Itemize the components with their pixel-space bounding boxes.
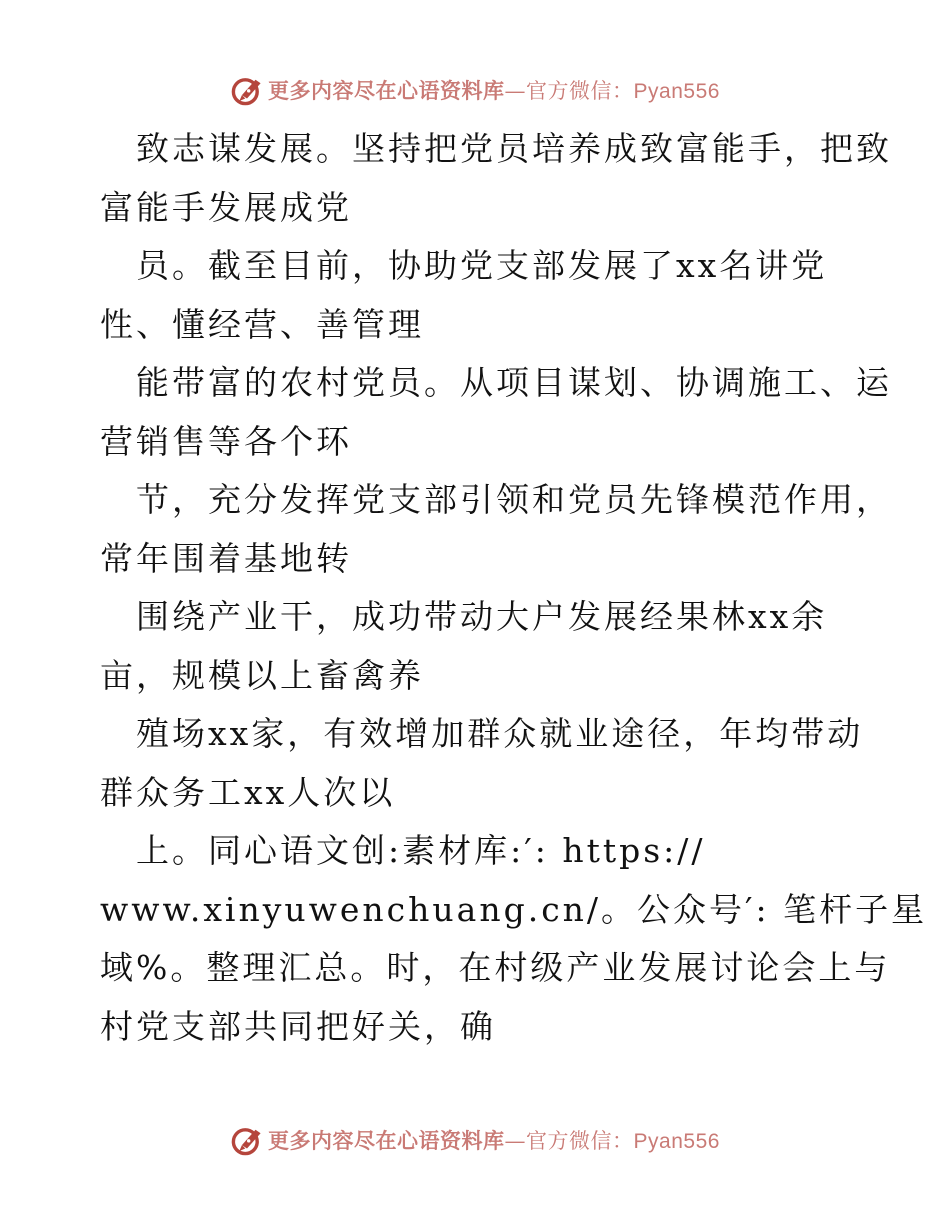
body-line-14: www.xinyuwenchuang.cn/。公众号′: 笔杆子星 <box>100 889 928 929</box>
banner-wechat-id: Pyan556 <box>633 80 720 103</box>
body-line-4: 性、懂经营、善管理 <box>100 304 424 344</box>
pen-nib-logo-icon <box>230 73 264 107</box>
pen-nib-logo-icon <box>230 1123 264 1157</box>
body-line-10: 亩，规模以上畜禽养 <box>100 655 424 695</box>
banner-main-text: 更多内容尽在心语资料库 <box>268 78 505 103</box>
body-line-13: 上。同心语文创:素材库:′: https:// <box>136 831 706 870</box>
banner-wechat-label: 官方微信： <box>526 79 634 103</box>
banner-wechat-label: 官方微信： <box>526 1129 634 1153</box>
document-body <box>100 120 928 1056</box>
header-banner <box>0 70 950 110</box>
body-line-6: 营销售等各个环 <box>100 421 352 461</box>
body-line-3: 员。截至目前，协助党支部发展了xx名讲党 <box>136 246 828 285</box>
footer-banner <box>0 1120 950 1160</box>
banner-separator: — <box>504 79 527 103</box>
body-line-7: 节，充分发挥党支部引领和党员先锋模范作用， <box>136 480 892 519</box>
banner-text <box>268 1125 720 1155</box>
banner-text <box>268 75 720 105</box>
body-line-9: 围绕产业干，成功带动大户发展经果林xx余 <box>136 597 828 636</box>
body-line-12: 群众务工xx人次以 <box>100 772 396 812</box>
body-line-15: 域%。整理汇总。时，在村级产业发展讨论会上与 <box>100 948 891 987</box>
banner-main-text: 更多内容尽在心语资料库 <box>268 1128 505 1153</box>
body-line-2: 富能手发展成党 <box>100 187 352 227</box>
body-line-5: 能带富的农村党员。从项目谋划、协调施工、运 <box>136 363 892 402</box>
banner-wechat-id: Pyan556 <box>633 1130 720 1153</box>
banner-separator: — <box>504 1129 527 1153</box>
body-line-16: 村党支部共同把好关，确 <box>100 1006 496 1046</box>
body-line-8: 常年围着基地转 <box>100 538 352 578</box>
body-line-11: 殖场xx家，有效增加群众就业途径，年均带动 <box>136 714 864 753</box>
body-line-1: 致志谋发展。坚持把党员培养成致富能手，把致 <box>136 129 892 168</box>
